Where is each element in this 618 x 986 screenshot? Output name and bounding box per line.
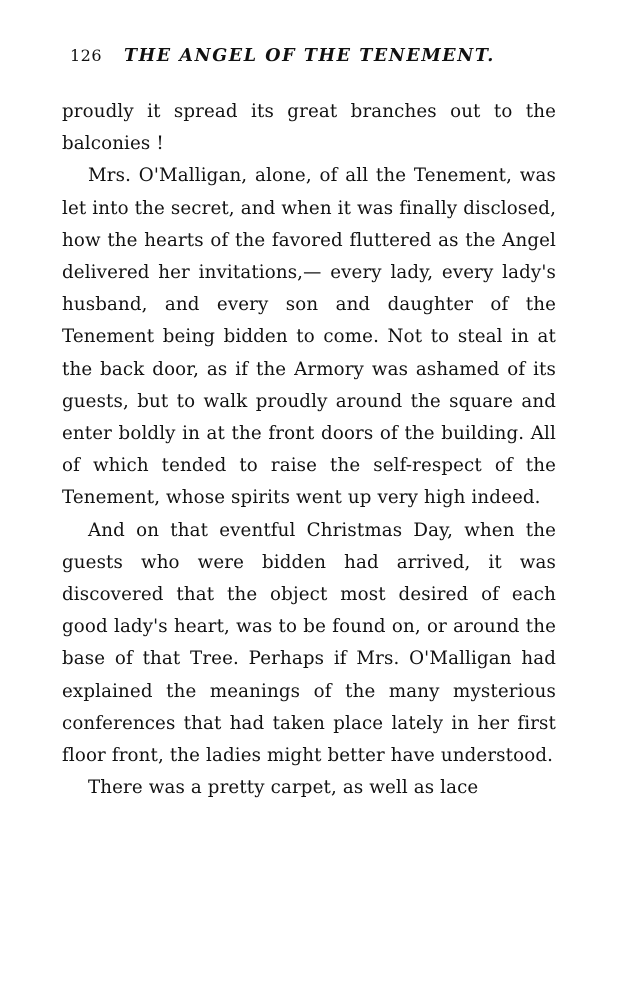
running-head [70,46,556,66]
body-text [62,96,556,804]
page-number: 126 [70,46,103,65]
paragraph: Mrs. O'Malligan, alone, of all the Tenement, was let into the secret, and when it was finally disclosed, how the hearts of the favored fluttered as the Angel delivered her invitations,— every lady, every lady's husband, and every son and daughter of the Tenement being bidden to come. Not to steal in at the back door, as if the Armory was ashamed of its guests, but to walk proudly around the square and enter boldly in at the front doors of the building. All of which tended to raise the self-respect of the Tenement, whose spirits went up very high indeed. [62,165,556,509]
paragraph: And on that eventful Christmas Day, when the guests who were bidden had arrived, it was discovered that the object most desired of each good lady's heart, was to be found on, or around the base of that Tree. Perhaps if Mrs. O'Malligan had explained the meanings of the many mysterious conferences that had taken place lately in her first floor front, the ladies might better have understood. [62,519,556,767]
paragraph: proudly it spread its great branches out to the balconies ! [62,101,556,155]
paragraph: There was a pretty carpet, as well as lace [88,777,479,799]
running-title: THE ANGEL OF THE TENEMENT. [124,46,495,66]
